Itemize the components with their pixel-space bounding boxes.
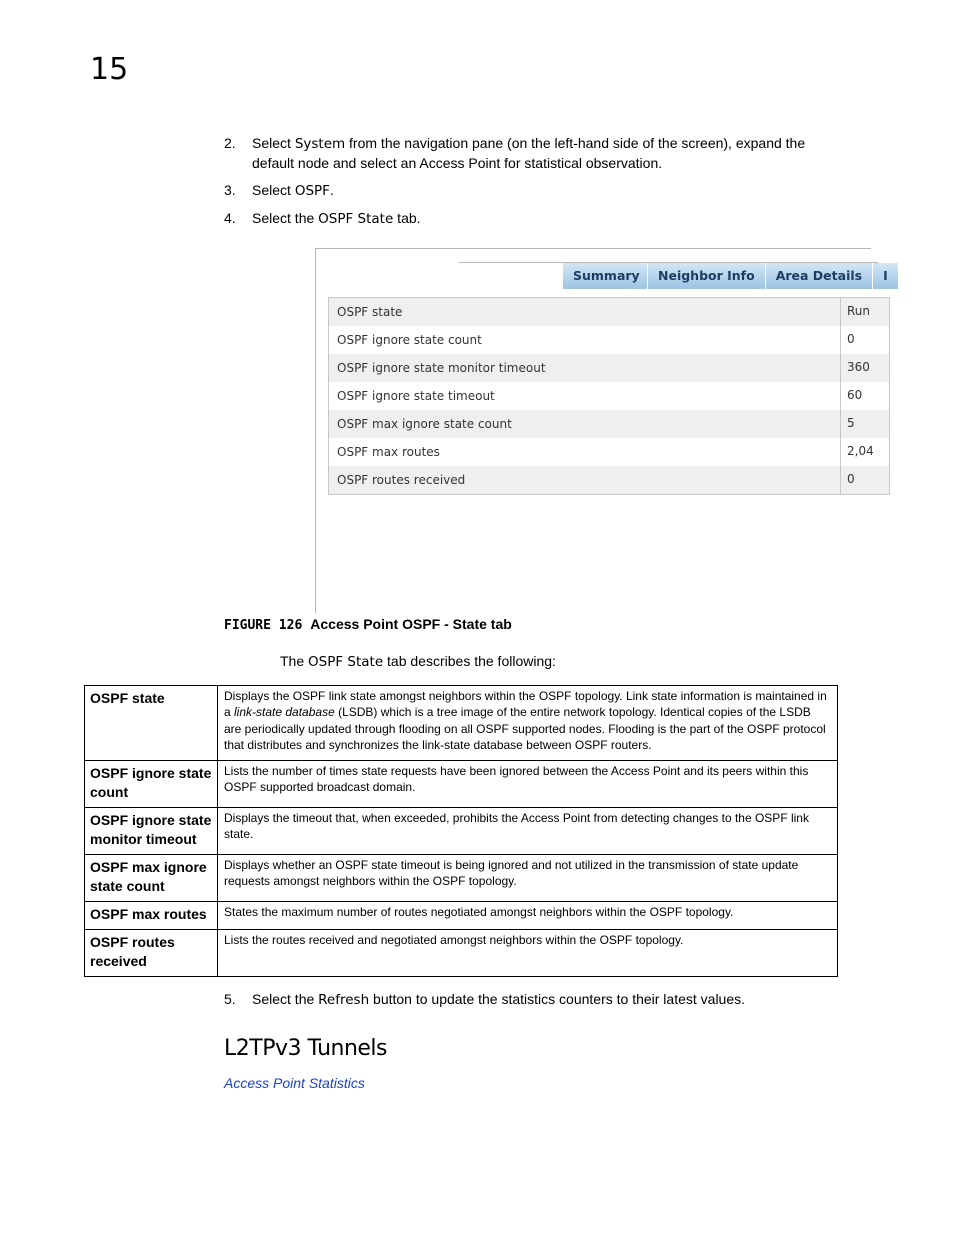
figure-title: Access Point OSPF - State tab xyxy=(310,616,512,632)
tab-neighbor-info[interactable]: Neighbor Info xyxy=(648,263,766,289)
table-row xyxy=(85,930,838,977)
table-row xyxy=(85,808,838,855)
row-value: 0 xyxy=(847,472,855,486)
row-value: 5 xyxy=(847,416,855,430)
chapter-number: 15 xyxy=(90,52,129,87)
row-label: OSPF state xyxy=(337,305,403,319)
table-row xyxy=(329,298,889,326)
table-row xyxy=(85,902,838,930)
tab-bar xyxy=(563,263,899,289)
term-cell: OSPF ignore state count xyxy=(85,761,218,808)
term-cell: OSPF max ignore state count xyxy=(85,855,218,902)
row-value: Run xyxy=(847,304,871,318)
tab-summary[interactable]: Summary xyxy=(563,263,648,289)
ospf-state-screenshot xyxy=(315,248,888,613)
figure-label: FIGURE 126 xyxy=(224,618,303,633)
figure-caption xyxy=(224,616,512,633)
description-table xyxy=(84,685,838,977)
ospf-state-table xyxy=(328,297,890,495)
row-value: 60 xyxy=(847,388,863,402)
tab-area-details[interactable]: Area Details xyxy=(766,263,873,289)
table-row xyxy=(329,354,889,382)
term-cell: OSPF ignore state monitor timeout xyxy=(85,808,218,855)
description-cell: Displays whether an OSPF state timeout is being ignored and not utilized in the transmission of state update requests amongst neighbors within the OSPF topology. xyxy=(218,855,838,902)
term-cell: OSPF state xyxy=(85,686,218,761)
row-value: 0 xyxy=(847,332,855,346)
description-cell: Lists the number of times state requests have been ignored between the Access Point and its peers within this OSPF supported broadcast domain. xyxy=(218,761,838,808)
table-intro: The OSPF State tab describes the following: xyxy=(280,653,556,670)
ui-term: OSPF xyxy=(294,183,330,199)
section-heading: L2TPv3 Tunnels xyxy=(224,1036,388,1061)
row-label: OSPF ignore state monitor timeout xyxy=(337,361,546,375)
term-cell: OSPF max routes xyxy=(85,902,218,930)
row-label: OSPF ignore state timeout xyxy=(337,389,495,403)
description-cell: Displays the OSPF link state amongst neighbors within the OSPF topology. Link state information is maintained in a link-state database (LSDB) which is a tree image of the entire network topology. Identical copies of the LSDB are periodically updated through flooding on all OSPF supported nodes. Flooding is the part of the OSPF protocol that distributes and synchronizes the link-state database between OSPF routers. xyxy=(218,686,838,761)
column-divider xyxy=(840,298,841,494)
table-row xyxy=(329,466,889,494)
step-text: Select System from the navigation pane (on the left-hand side of the screen), expand the default node and select an Access Point for statistical observation. xyxy=(252,135,806,171)
ui-term: OSPF State xyxy=(318,211,394,227)
term-cell: OSPF routes received xyxy=(85,930,218,977)
table-row xyxy=(329,438,889,466)
row-value: 2,04 xyxy=(847,444,874,458)
step-number: 2. xyxy=(224,135,236,151)
ui-term: System xyxy=(294,136,346,152)
table-row xyxy=(85,686,838,761)
step-number: 3. xyxy=(224,182,236,198)
step-number: 4. xyxy=(224,210,236,226)
row-value: 360 xyxy=(847,360,870,374)
row-label: OSPF max routes xyxy=(337,445,440,459)
table-row xyxy=(85,855,838,902)
description-cell: Lists the routes received and negotiated amongst neighbors within the OSPF topology. xyxy=(218,930,838,977)
ui-term: Refresh xyxy=(318,992,370,1008)
step-text: Select the OSPF State tab. xyxy=(252,210,421,227)
row-label: OSPF ignore state count xyxy=(337,333,482,347)
table-row xyxy=(329,410,889,438)
step-text: Select the Refresh button to update the statistics counters to their latest values. xyxy=(252,991,746,1008)
table-row xyxy=(329,382,889,410)
tab-truncated[interactable]: I xyxy=(873,263,899,289)
ui-term: OSPF State xyxy=(308,654,384,670)
table-row xyxy=(329,326,889,354)
description-cell: States the maximum number of routes negotiated amongst neighbors within the OSPF topology. xyxy=(218,902,838,930)
table-row xyxy=(85,761,838,808)
step-number: 5. xyxy=(224,991,236,1007)
description-cell: Displays the timeout that, when exceeded, prohibits the Access Point from detecting changes to the OSPF link state. xyxy=(218,808,838,855)
row-label: OSPF routes received xyxy=(337,473,466,487)
access-point-statistics-link[interactable]: Access Point Statistics xyxy=(224,1075,365,1091)
step-text: Select OSPF. xyxy=(252,182,334,199)
row-label: OSPF max ignore state count xyxy=(337,417,512,431)
